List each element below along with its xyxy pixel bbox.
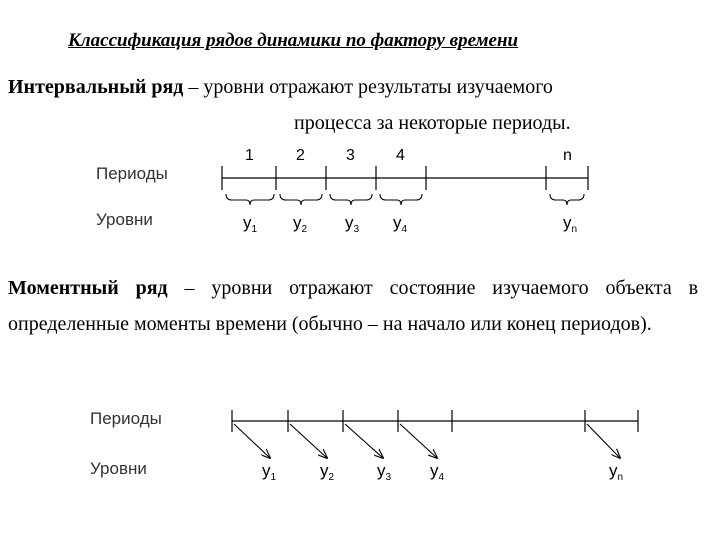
interval-level-y4: $y_4$ xyxy=(393,213,408,235)
moment-levels-label: Уровни xyxy=(90,459,147,478)
moment-term: Моментный ряд xyxy=(8,277,168,299)
interval-level-y2: $y_2$ xyxy=(293,213,308,235)
interval-period-number: 4 xyxy=(396,147,405,164)
moment-level-y1: $y_1$ xyxy=(262,461,277,483)
interval-level-y1: $y_1$ xyxy=(243,213,258,235)
interval-level-yn: $y_n$ xyxy=(563,213,578,235)
moment-text: уровни отражают состояние изучаемого объекта в определенные моменты времени (обычно – на начало или конец периодов). xyxy=(8,277,699,335)
interval-period-number: 2 xyxy=(296,147,305,164)
interval-period-number: 1 xyxy=(245,147,254,164)
moment-level-yn: $y_n$ xyxy=(609,461,624,483)
moment-dash: – xyxy=(184,277,195,299)
moment-level-y3: $y_3$ xyxy=(377,461,392,483)
moment-level-y4: $y_4$ xyxy=(430,461,445,483)
moment-arrow xyxy=(400,424,437,458)
interval-definition-line2: процесса за некоторые периоды. xyxy=(294,112,571,134)
interval-dash: – xyxy=(188,76,199,98)
interval-periods-label: Периоды xyxy=(96,164,168,183)
moment-arrow xyxy=(234,424,270,458)
moment-arrow xyxy=(345,424,383,458)
interval-level-y3: $y_3$ xyxy=(345,213,360,235)
moment-level-y2: $y_2$ xyxy=(320,461,335,483)
interval-term: Интервальный ряд xyxy=(8,76,184,98)
moment-arrow xyxy=(290,424,327,458)
interval-levels-label: Уровни xyxy=(96,210,153,229)
interval-text-line1: уровни отражают результаты изучаемого xyxy=(203,76,553,98)
interval-period-number: 3 xyxy=(346,147,355,164)
moment-periods-label: Периоды xyxy=(90,409,162,428)
page-title: Классификация рядов динамики по фактору времени xyxy=(68,30,519,51)
moment-arrow xyxy=(587,424,620,458)
interval-period-number: n xyxy=(563,147,572,164)
